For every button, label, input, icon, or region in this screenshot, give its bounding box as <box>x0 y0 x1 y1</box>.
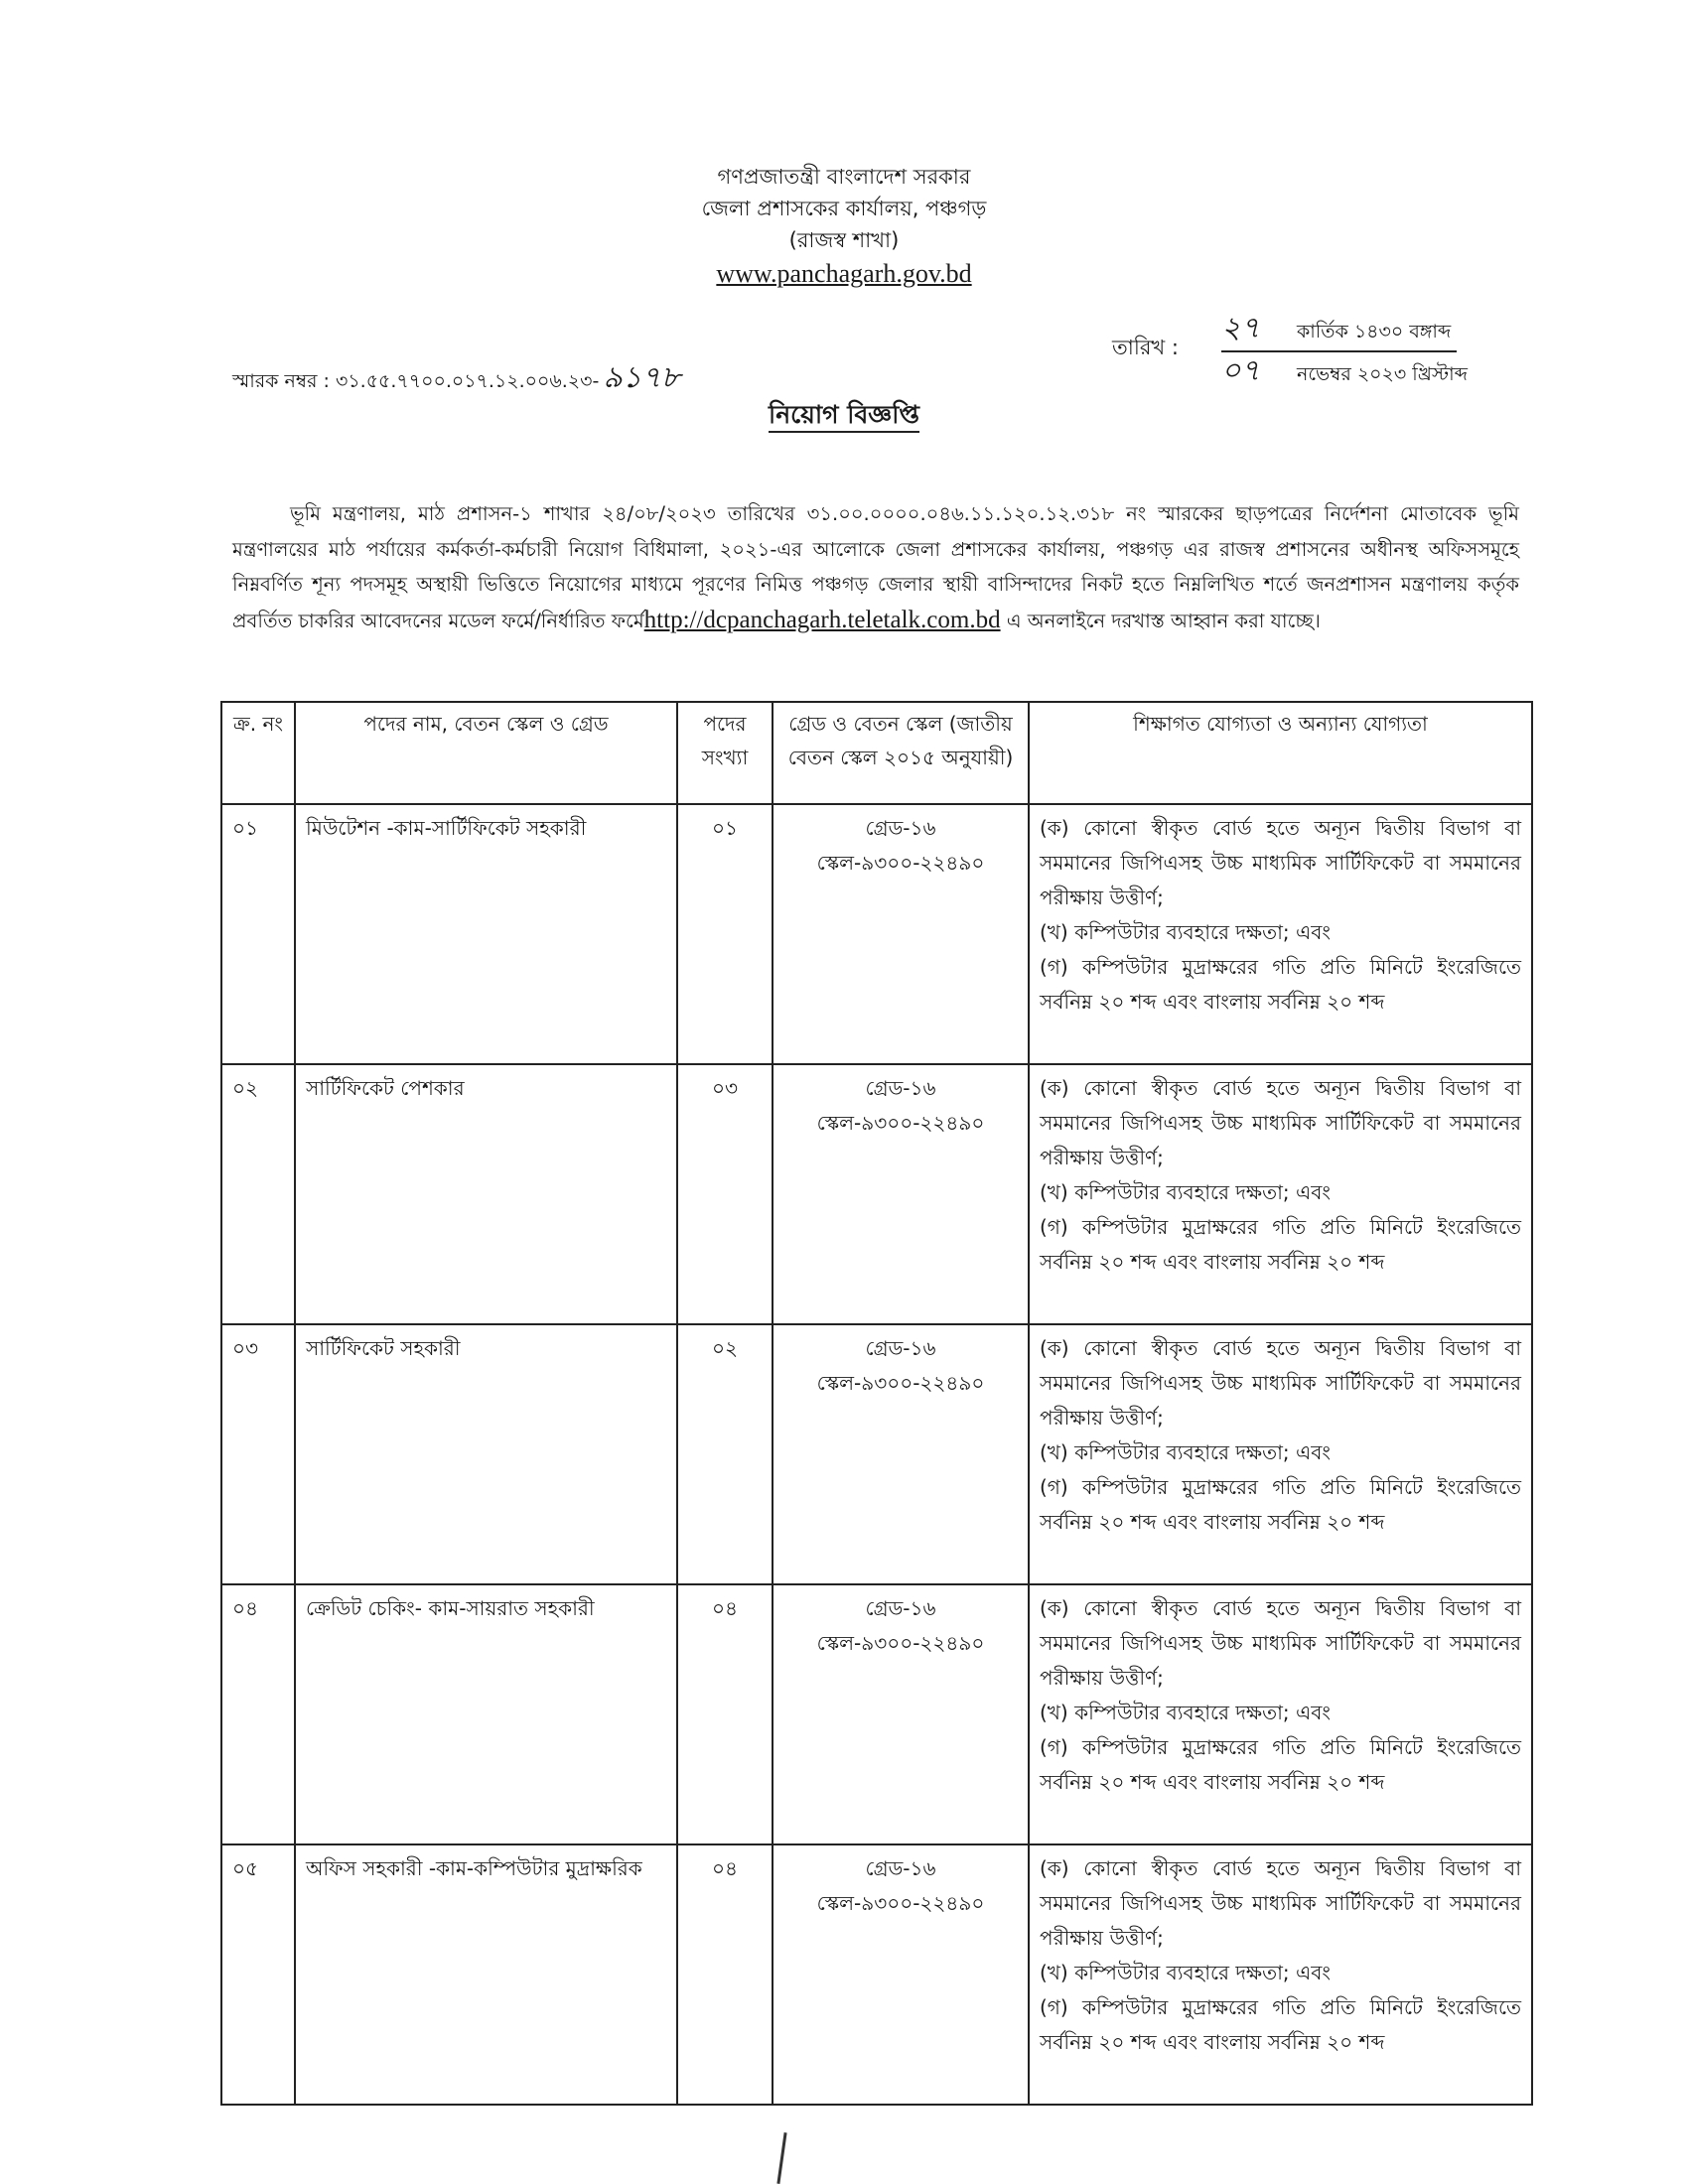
header-serial: ক্র. নং <box>221 702 295 804</box>
qual-a: (ক) কোনো স্বীকৃত বোর্ড হতে অন্যূন দ্বিতীয় বিভাগ বা সমমানের জিপিএসহ উচ্চ মাধ্যমিক সার্টিফিকেট বা সমমানের পরীক্ষায় উত্তীর্ণ; <box>1040 816 1521 909</box>
qual-b: (খ) কম্পিউটার ব্যবহারে দক্ষতা; এবং <box>1040 1961 1331 1984</box>
row-grade-cell <box>773 1584 1029 1844</box>
header-post: পদের নাম, বেতন স্কেল ও গ্রেড <box>295 702 677 804</box>
english-day: ০৭ <box>1221 353 1261 388</box>
row-qualification <box>1029 1324 1532 1584</box>
row-scale: স্কেল-৯৩০০-২২৪৯০ <box>816 1891 985 1915</box>
notice-title-wrap <box>0 395 1688 438</box>
table-header-row <box>221 702 1532 804</box>
bangla-date: কার্তিক ১৪৩০ বঙ্গাব্দ <box>1297 321 1452 342</box>
row-serial: ০১ <box>221 804 295 1064</box>
table-row <box>221 1064 1532 1324</box>
row-serial: ০৩ <box>221 1324 295 1584</box>
govt-name: গণপ্রজাতন্ত্রী বাংলাদেশ সরকার <box>717 165 971 189</box>
header-grade: গ্রেড ও বেতন স্কেল (জাতীয় বেতন স্কেল ২০১৫ অনুযায়ী) <box>773 702 1029 804</box>
row-count: ০২ <box>677 1324 773 1584</box>
row-serial: ০৪ <box>221 1584 295 1844</box>
table-row <box>221 1584 1532 1844</box>
branch-name: (রাজস্ব শাখা) <box>788 228 900 252</box>
qual-b: (খ) কম্পিউটার ব্যবহারে দক্ষতা; এবং <box>1040 1701 1331 1724</box>
date-label: তারিখ : <box>1112 336 1179 359</box>
row-count: ০৩ <box>677 1064 773 1324</box>
header-count: পদের সংখ্যা <box>677 702 773 804</box>
bangla-day: ২৭ <box>1221 311 1261 345</box>
intro-paragraph <box>232 496 1519 638</box>
qual-b: (খ) কম্পিউটার ব্যবহারে দক্ষতা; এবং <box>1040 1180 1331 1204</box>
row-grade: গ্রেড-১৬ <box>865 816 936 840</box>
qual-a: (ক) কোনো স্বীকৃত বোর্ড হতে অন্যূন দ্বিতীয় বিভাগ বা সমমানের জিপিএসহ উচ্চ মাধ্যমিক সার্টিফিকেট বা সমমানের পরীক্ষায় উত্তীর্ণ; <box>1040 1336 1521 1430</box>
row-grade-cell <box>773 804 1029 1064</box>
row-count: ০৪ <box>677 1584 773 1844</box>
notice-title: নিয়োগ বিজ্ঞপ্তি <box>769 400 919 433</box>
qual-a: (ক) কোনো স্বীকৃত বোর্ড হতে অন্যূন দ্বিতীয় বিভাগ বা সমমানের জিপিএসহ উচ্চ মাধ্যমিক সার্টিফিকেট বা সমমানের পরীক্ষায় উত্তীর্ণ; <box>1040 1856 1521 1950</box>
row-count: ০১ <box>677 804 773 1064</box>
letterhead <box>0 161 1688 292</box>
row-qualification <box>1029 1064 1532 1324</box>
row-post: সার্টিফিকেট সহকারী <box>295 1324 677 1584</box>
qual-c: (গ) কম্পিউটার মুদ্রাক্ষরের গতি প্রতি মিনিটে ইংরেজিতে সর্বনিম্ন ২০ শব্দ এবং বাংলায় সর্বনিম্ন ২০ শব্দ <box>1040 1995 1521 2054</box>
table-row <box>221 804 1532 1064</box>
row-grade: গ্রেড-১৬ <box>865 1856 936 1880</box>
row-serial: ০২ <box>221 1064 295 1324</box>
pen-stroke-mark <box>776 2132 786 2184</box>
vacancy-table <box>220 701 1533 2106</box>
table-row <box>221 1324 1532 1584</box>
row-grade-cell <box>773 1064 1029 1324</box>
qual-c: (গ) কম্পিউটার মুদ্রাক্ষরের গতি প্রতি মিনিটে ইংরেজিতে সর্বনিম্ন ২০ শব্দ এবং বাংলায় সর্বনিম্ন ২০ শব্দ <box>1040 1215 1521 1274</box>
row-qualification <box>1029 804 1532 1064</box>
row-serial: ০৫ <box>221 1844 295 2105</box>
memo-handwritten-number: ৯১৭৮ <box>603 360 681 395</box>
row-grade: গ্রেড-১৬ <box>865 1596 936 1620</box>
date-block <box>1221 310 1468 393</box>
row-grade-cell <box>773 1324 1029 1584</box>
qual-a: (ক) কোনো স্বীকৃত বোর্ড হতে অন্যূন দ্বিতীয় বিভাগ বা সমমানের জিপিএসহ উচ্চ মাধ্যমিক সার্টিফিকেট বা সমমানের পরীক্ষায় উত্তীর্ণ; <box>1040 1596 1521 1690</box>
row-qualification <box>1029 1584 1532 1844</box>
intro-tail: এ অনলাইনে দরখাস্ত আহ্বান করা যাচ্ছে। <box>1000 609 1321 632</box>
row-post: সার্টিফিকেট পেশকার <box>295 1064 677 1324</box>
qual-c: (গ) কম্পিউটার মুদ্রাক্ষরের গতি প্রতি মিনিটে ইংরেজিতে সর্বনিম্ন ২০ শব্দ এবং বাংলায় সর্বনিম্ন ২০ শব্দ <box>1040 1735 1521 1794</box>
website-link[interactable]: www.panchagarh.gov.bd <box>716 259 972 288</box>
qual-c: (গ) কম্পিউটার মুদ্রাক্ষরের গতি প্রতি মিনিটে ইংরেজিতে সর্বনিম্ন ২০ শব্দ এবং বাংলায় সর্বনিম্ন ২০ শব্দ <box>1040 955 1521 1014</box>
row-scale: স্কেল-৯৩০০-২২৪৯০ <box>816 1371 985 1395</box>
memo-label: স্মারক নম্বর : ৩১.৫৫.৭৭০০.০১৭.১২.০০৬.২৩- <box>232 370 600 392</box>
row-count: ০৪ <box>677 1844 773 2105</box>
english-date: নভেম্বর ২০২৩ খ্রিস্টাব্দ <box>1297 363 1468 385</box>
application-link[interactable]: http://dcpanchagarh.teletalk.com.bd <box>643 606 1001 633</box>
office-name: জেলা প্রশাসকের কার্যালয়, পঞ্চগড় <box>701 197 987 220</box>
row-grade: গ্রেড-১৬ <box>865 1076 936 1100</box>
row-grade: গ্রেড-১৬ <box>865 1336 936 1360</box>
intro-text: ভূমি মন্ত্রণালয়, মাঠ প্রশাসন-১ শাখার ২৪/০৮/২০২৩ তারিখের ৩১.০০.০০০০.০৪৬.১১.১২০.১২.৩১৮ নং স্মারকের ছাড়পত্রের নির্দেশনা মোতাবেক ভূমি মন্ত্রণালয়ের মাঠ পর্যায়ের কর্মকর্তা-কর্মচারী নিয়োগ বিধিমালা, ২০২১-এর আলোকে জেলা প্রশাসকের কার্যালয়, পঞ্চগড় এর রাজস্ব প্রশাসনের অধীনস্থ অফিসসমূহে নিম্নবর্ণিত শূন্য পদসমূহ অস্থায়ী ভিত্তিতে নিয়োগের মাধ্যমে পূরণের নিমিত্ত পঞ্চগড় জেলার স্থায়ী বাসিন্দাদের নিকট হতে নিম্নলিখিত শর্তে জনপ্রশাসন মন্ত্রণালয় কর্তৃক প্রবর্তিত চাকরির আবেদনের মডেল ফর্মে/নির্ধারিত ফর্মে <box>232 502 1519 632</box>
qual-c: (গ) কম্পিউটার মুদ্রাক্ষরের গতি প্রতি মিনিটে ইংরেজিতে সর্বনিম্ন ২০ শব্দ এবং বাংলায় সর্বনিম্ন ২০ শব্দ <box>1040 1475 1521 1534</box>
row-post: মিউটেশন -কাম-সার্টিফিকেট সহকারী <box>295 804 677 1064</box>
row-grade-cell <box>773 1844 1029 2105</box>
header-qualification: শিক্ষাগত যোগ্যতা ও অন্যান্য যোগ্যতা <box>1029 702 1532 804</box>
table-row <box>221 1844 1532 2105</box>
row-scale: স্কেল-৯৩০০-২২৪৯০ <box>816 1631 985 1655</box>
row-scale: স্কেল-৯৩০০-২২৪৯০ <box>816 1111 985 1135</box>
row-post: অফিস সহকারী -কাম-কম্পিউটার মুদ্রাক্ষরিক <box>295 1844 677 2105</box>
qual-b: (খ) কম্পিউটার ব্যবহারে দক্ষতা; এবং <box>1040 1440 1331 1464</box>
row-scale: স্কেল-৯৩০০-২২৪৯০ <box>816 851 985 875</box>
row-qualification <box>1029 1844 1532 2105</box>
row-post: ক্রেডিট চেকিং- কাম-সায়রাত সহকারী <box>295 1584 677 1844</box>
qual-a: (ক) কোনো স্বীকৃত বোর্ড হতে অন্যূন দ্বিতীয় বিভাগ বা সমমানের জিপিএসহ উচ্চ মাধ্যমিক সার্টিফিকেট বা সমমানের পরীক্ষায় উত্তীর্ণ; <box>1040 1076 1521 1169</box>
qual-b: (খ) কম্পিউটার ব্যবহারে দক্ষতা; এবং <box>1040 920 1331 944</box>
